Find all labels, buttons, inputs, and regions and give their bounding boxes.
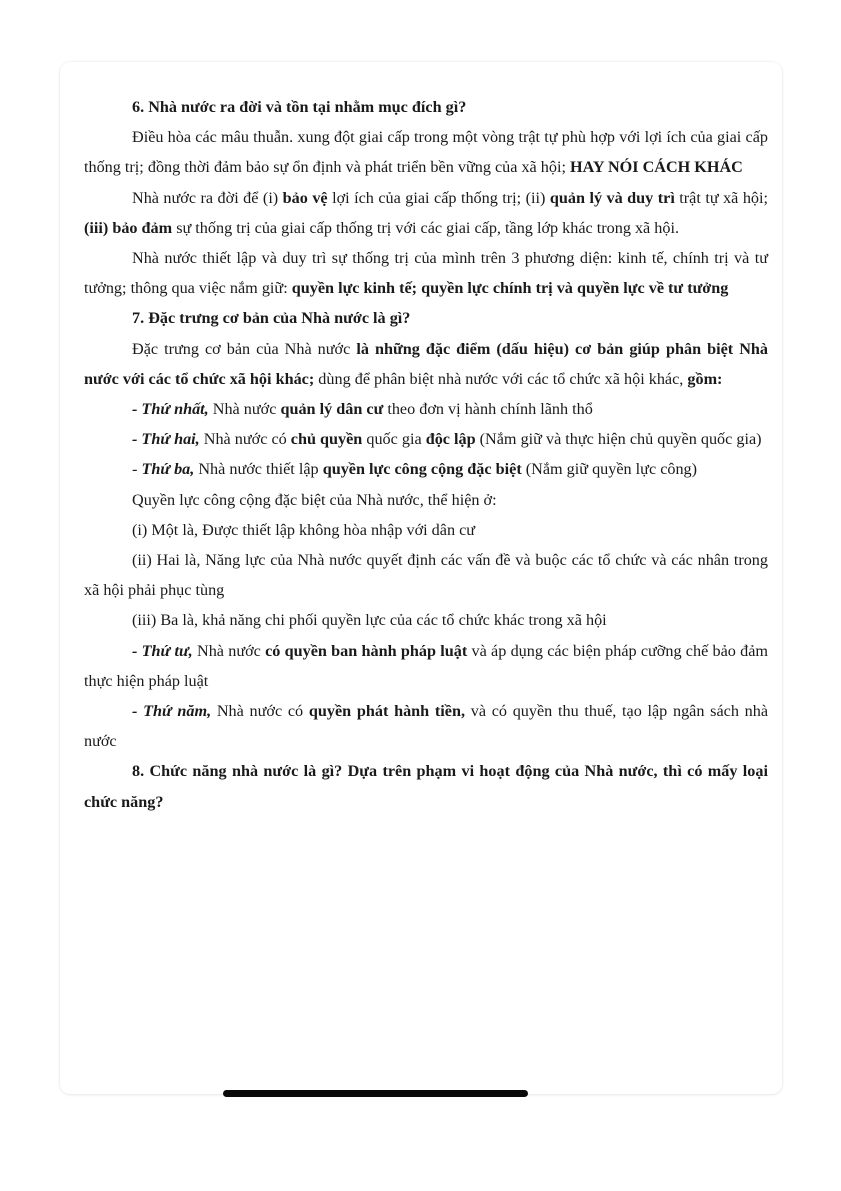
home-indicator-bar[interactable] — [223, 1090, 528, 1097]
document-page — [60, 62, 782, 1094]
paragraph: Quyền lực công cộng đặc biệt của Nhà nước, thể hiện ở: — [132, 490, 497, 509]
list-item: (i) Một là, Được thiết lập không hòa nhập với dân cư — [132, 520, 476, 539]
list-item: (ii) Hai là, Năng lực của Nhà nước quyết định các vấn đề và buộc các tổ chức và các nhân trong xã hội phải phục tùng — [84, 551, 768, 600]
list-item: (iii) Ba là, khả năng chi phối quyền lực của các tổ chức khác trong xã hội — [132, 611, 607, 630]
question-8-heading: 8. Chức năng nhà nước là gì? Dựa trên phạm vi hoạt động của Nhà nước, thì có mấy loại chức năng? — [84, 762, 768, 811]
paragraph: Nhà nước ra đời để (i) bảo vệ lợi ích của giai cấp thống trị; (ii) quản lý và duy trì trật tự xã hội; (iii) bảo đảm sự thống trị của giai cấp thống trị với các giai cấp, tầng lớp khác trong xã hội. — [84, 188, 769, 237]
feature-item: - Thứ hai, Nhà nước có chủ quyền quốc gia độc lập (Nắm giữ và thực hiện chủ quyền quốc gia) — [132, 430, 762, 449]
paragraph: Đặc trưng cơ bản của Nhà nước là những đặc điểm (dấu hiệu) cơ bản giúp phân biệt Nhà nước với các tổ chức xã hội khác; dùng để phân biệt nhà nước với các tổ chức xã hội khác, gồm: — [84, 339, 769, 388]
question-7-heading: 7. Đặc trưng cơ bản của Nhà nước là gì? — [132, 309, 411, 328]
paragraph: Nhà nước thiết lập và duy trì sự thống trị của mình trên 3 phương diện: kinh tế, chính trị và tư tưởng; thông qua việc nắm giữ: quyền lực kinh tế; quyền lực chính trị và quyền lực về tư tưởng — [84, 249, 768, 298]
question-6-heading: 6. Nhà nước ra đời và tồn tại nhằm mục đích gì? — [132, 98, 467, 116]
feature-item: - Thứ tư, Nhà nước có quyền ban hành pháp luật và áp dụng các biện pháp cưỡng chế bảo đảm thực hiện pháp luật — [84, 641, 769, 690]
feature-item: - Thứ nhất, Nhà nước quản lý dân cư theo đơn vị hành chính lãnh thổ — [132, 400, 593, 419]
feature-item: - Thứ ba, Nhà nước thiết lập quyền lực công cộng đặc biệt (Nắm giữ quyền lực công) — [132, 460, 698, 479]
paragraph: Điều hòa các mâu thuẫn. xung đột giai cấp trong một vòng trật tự phù hợp với lợi ích của giai cấp thống trị; đồng thời đảm bảo sự ổn định và phát triển bền vững của xã hội; HAY NÓI CÁCH KHÁC — [84, 128, 768, 177]
feature-item: - Thứ năm, Nhà nước có quyền phát hành tiền, và có quyền thu thuế, tạo lập ngân sách nhà nước — [84, 702, 769, 751]
document-content — [84, 92, 768, 817]
